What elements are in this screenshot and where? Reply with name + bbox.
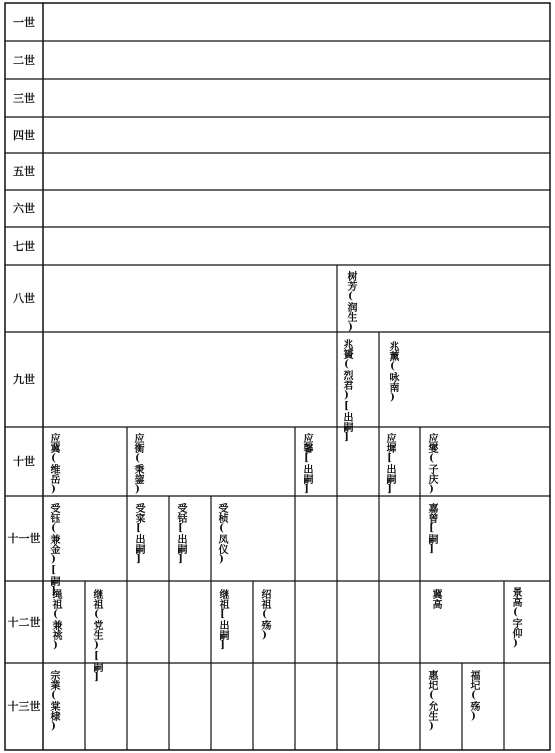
person-zongye: 宗業(棠棣)	[48, 670, 59, 732]
person-shaozu: 绍祖(殇)	[259, 589, 270, 641]
person-shufang: 树芳(润生)	[345, 271, 356, 333]
person-fuqi: 福圮(殇)	[468, 670, 479, 722]
person-shengzu: 绳祖(兼祧)	[50, 589, 61, 651]
person-jizu-chusi: 继祖[出嗣]	[217, 589, 228, 651]
generation-label-12: 十二世	[7, 615, 41, 629]
person-jinggao: 景高(字仰)	[510, 587, 521, 649]
person-yingrui: 应墀[出嗣]	[384, 433, 395, 495]
person-yingheng: 应衡(秉鋆)	[132, 433, 143, 495]
generation-label-2: 二世	[13, 53, 35, 67]
person-shouzhen: 受桢(凤仪)	[216, 503, 227, 565]
person-yingxin: 应馨[出嗣]	[301, 433, 312, 495]
person-zhaoxun: 兆薰(咏南)	[387, 341, 398, 403]
person-jigao: 冀高	[430, 589, 441, 609]
person-shouxi: 受铦[出嗣]	[175, 503, 186, 565]
generation-label-6: 六世	[13, 202, 35, 215]
person-zhaoyun: 兆贇(烈君)[出嗣]	[341, 339, 352, 443]
generation-label-3: 三世	[13, 91, 35, 105]
generation-label-9: 九世	[13, 373, 35, 386]
generation-label-10: 十世	[13, 455, 35, 468]
person-jiazeng: 嘉曾[嗣]	[426, 503, 437, 555]
person-huiyi: 惠圯(允生)	[426, 670, 437, 732]
person-yingji: 应冀(维岳)	[48, 433, 59, 495]
person-yingxie: 应燮(子庆)	[426, 433, 437, 495]
generation-label-11: 十一世	[7, 532, 41, 545]
generation-label-13: 十三世	[7, 700, 41, 713]
person-jizu-dangsheng: 继祖(党生)[嗣]	[91, 589, 102, 683]
generation-label-5: 五世	[13, 165, 35, 178]
generation-label-7: 七世	[13, 239, 35, 253]
person-shoucai: 受寀[出嗣]	[133, 503, 144, 565]
generation-label-1: 一世	[13, 15, 35, 29]
generation-label-8: 八世	[13, 292, 35, 305]
generation-label-4: 四世	[13, 128, 35, 142]
person-shouyi: 受钰(兼金)[嗣]	[48, 503, 59, 597]
